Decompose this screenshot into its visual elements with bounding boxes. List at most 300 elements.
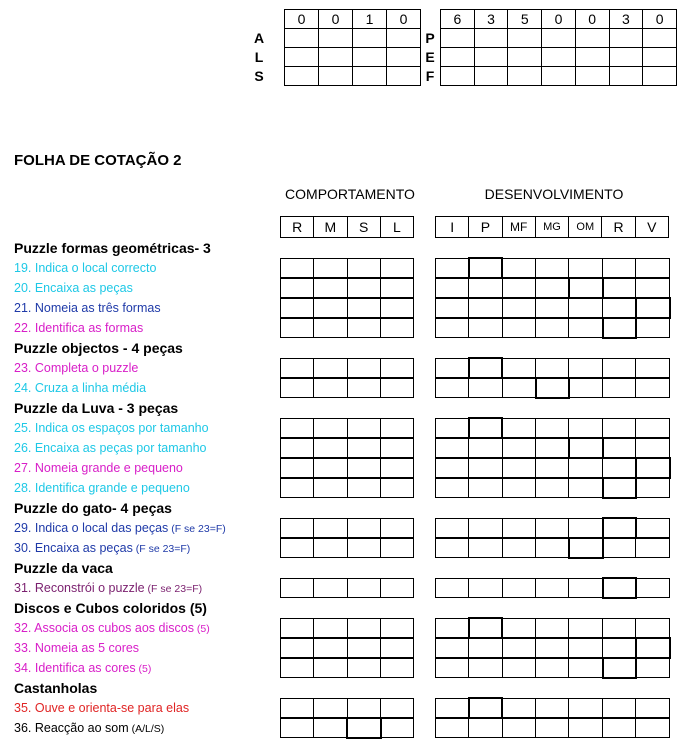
item-text: 32. Associa os cubos aos discos (14, 621, 194, 635)
comp-score-cell-l[interactable] (380, 439, 413, 458)
comp-score-cell-s[interactable] (347, 299, 380, 318)
dev-score-cell-mf[interactable] (502, 419, 535, 438)
dev-score-cell-i[interactable] (436, 459, 469, 478)
comp-score-cell-s[interactable] (347, 579, 380, 598)
dev-score-cell-v[interactable] (636, 619, 669, 638)
row-letter-p: P (425, 30, 435, 46)
comp-score-cell-s[interactable] (347, 639, 380, 658)
dev-score-cell-om[interactable] (569, 379, 602, 398)
dev-score-cell-v[interactable] (636, 579, 669, 598)
selected-mark[interactable] (635, 457, 671, 479)
comp-score-cell-l[interactable] (380, 319, 413, 338)
dev-score-cell-om[interactable] (569, 579, 602, 598)
dev-score-cell-p[interactable] (469, 319, 502, 338)
dev-score-cell-i[interactable] (436, 379, 469, 398)
dev-col-p: P (469, 217, 502, 238)
code-digit: 0 (575, 10, 609, 29)
dev-score-cell-i[interactable] (436, 619, 469, 638)
dev-score-cell-r[interactable] (602, 719, 635, 738)
comp-score-cell-s[interactable] (347, 459, 380, 478)
item-text: 22. Identifica as formas (14, 321, 144, 335)
dev-score-cell-i[interactable] (436, 639, 469, 658)
item-text: 33. Nomeia as 5 cores (14, 641, 140, 655)
comp-score-row (280, 318, 414, 338)
dev-score-cell-r[interactable] (602, 459, 635, 478)
comp-score-row (280, 358, 414, 378)
comp-score-cell-l[interactable] (380, 419, 413, 438)
item-label (14, 621, 210, 635)
comp-score-cell-r[interactable] (281, 379, 314, 398)
dev-score-cell-mf[interactable] (502, 279, 535, 298)
dev-score-cell-p[interactable] (469, 479, 502, 498)
dev-score-cell-r[interactable] (602, 299, 635, 318)
selected-mark[interactable] (468, 257, 504, 279)
item-label (14, 301, 161, 315)
comp-score-cell-r[interactable] (281, 539, 314, 558)
item-text: 31. Reconstrói o puzzle (14, 581, 145, 595)
item-label (14, 641, 139, 655)
dev-score-cell-mf[interactable] (502, 379, 535, 398)
dev-score-cell-mg[interactable] (536, 439, 569, 458)
code-digit: 0 (643, 10, 677, 29)
item-text: 28. Identifica grande e pequeno (14, 481, 190, 495)
dev-score-cell-p[interactable] (469, 279, 502, 298)
comp-score-cell-m[interactable] (314, 299, 347, 318)
dev-score-cell-r[interactable] (602, 359, 635, 378)
comp-col-s: S (347, 217, 380, 238)
comp-score-row (280, 518, 414, 538)
dev-score-row (435, 718, 670, 738)
comp-score-cell-l[interactable] (380, 719, 413, 738)
comp-score-cell-r[interactable] (281, 719, 314, 738)
dev-score-cell-v[interactable] (636, 319, 669, 338)
dev-score-cell-p[interactable] (469, 299, 502, 318)
comp-score-cell-m[interactable] (314, 319, 347, 338)
section-title: Puzzle da vaca (14, 560, 113, 576)
dev-score-cell-v[interactable] (636, 379, 669, 398)
selected-mark[interactable] (602, 317, 638, 339)
comp-score-cell-s[interactable] (347, 699, 380, 718)
dev-score-row (435, 438, 670, 458)
comp-score-cell-l[interactable] (380, 579, 413, 598)
code-digit: 1 (353, 10, 387, 29)
item-text: 25. Indica os espaços por tamanho (14, 421, 209, 435)
comp-score-cell-r[interactable] (281, 519, 314, 538)
dev-col-i: I (436, 217, 469, 238)
dev-score-cell-p[interactable] (469, 719, 502, 738)
comp-score-cell-l[interactable] (380, 519, 413, 538)
item-text: 34. Identifica as cores (14, 661, 136, 675)
comp-score-cell-m[interactable] (314, 539, 347, 558)
dev-score-cell-p[interactable] (469, 539, 502, 558)
dev-score-cell-mg[interactable] (536, 259, 569, 278)
dev-score-cell-mf[interactable] (502, 619, 535, 638)
comp-score-row (280, 698, 414, 718)
item-note: (F se 23=F) (132, 543, 191, 555)
comp-score-cell-m[interactable] (314, 439, 347, 458)
dev-score-cell-r[interactable] (602, 619, 635, 638)
code-grid-left (284, 9, 421, 86)
item-text: 30. Encaixa as peças (14, 541, 133, 555)
comp-score-cell-r[interactable] (281, 579, 314, 598)
comp-score-cell-s[interactable] (347, 359, 380, 378)
comp-score-cell-s[interactable] (347, 379, 380, 398)
dev-score-cell-v[interactable] (636, 519, 669, 538)
comp-col-l: L (380, 217, 413, 238)
comp-score-cell-r[interactable] (281, 419, 314, 438)
selected-mark[interactable] (635, 297, 671, 319)
item-note: (5) (135, 663, 152, 675)
dev-col-v: V (635, 217, 668, 238)
dev-score-cell-mf[interactable] (502, 439, 535, 458)
code-digit: 6 (441, 10, 475, 29)
dev-score-cell-mg[interactable] (536, 519, 569, 538)
item-label (14, 521, 226, 535)
dev-score-cell-mf[interactable] (502, 459, 535, 478)
comp-score-cell-r[interactable] (281, 619, 314, 638)
item-text: 27. Nomeia grande e pequeno (14, 461, 183, 475)
item-note: (F se 23=F) (168, 523, 226, 535)
comp-score-cell-r[interactable] (281, 319, 314, 338)
code-digit: 0 (542, 10, 576, 29)
item-text: 19. Indica o local correcto (14, 261, 157, 275)
dev-score-cell-i[interactable] (436, 659, 469, 678)
dev-score-cell-mf[interactable] (502, 579, 535, 598)
item-label (14, 661, 151, 675)
item-label (14, 361, 138, 375)
dev-score-cell-om[interactable] (569, 459, 602, 478)
dev-score-cell-r[interactable] (602, 639, 635, 658)
dev-score-cell-om[interactable] (569, 299, 602, 318)
comp-col-m: M (314, 217, 347, 238)
item-text: 26. Encaixa as peças por tamanho (14, 441, 207, 455)
item-text: 35. Ouve e orienta-se para elas (14, 701, 190, 715)
dev-score-cell-mg[interactable] (536, 639, 569, 658)
selected-mark[interactable] (468, 417, 504, 439)
dev-score-cell-r[interactable] (602, 439, 635, 458)
dev-score-cell-p[interactable] (469, 379, 502, 398)
dev-column-headers (435, 216, 669, 238)
item-label (14, 261, 156, 275)
dev-score-cell-p[interactable] (469, 519, 502, 538)
dev-score-cell-om[interactable] (569, 699, 602, 718)
dev-col-r: R (602, 217, 635, 238)
dev-score-cell-i[interactable] (436, 719, 469, 738)
code-digit: 0 (285, 10, 319, 29)
dev-score-cell-om[interactable] (569, 259, 602, 278)
dev-score-cell-v[interactable] (636, 719, 669, 738)
dev-score-cell-v[interactable] (636, 279, 669, 298)
comp-score-cell-l[interactable] (380, 259, 413, 278)
comp-score-cell-m[interactable] (314, 379, 347, 398)
item-label (14, 441, 206, 455)
section-title: Castanholas (14, 680, 98, 696)
dev-score-cell-i[interactable] (436, 519, 469, 538)
dev-score-cell-v[interactable] (636, 659, 669, 678)
comp-score-cell-l[interactable] (380, 659, 413, 678)
dev-score-cell-om[interactable] (569, 319, 602, 338)
comp-score-cell-m[interactable] (314, 699, 347, 718)
dev-score-cell-mg[interactable] (536, 299, 569, 318)
selected-mark[interactable] (568, 537, 604, 559)
comp-score-cell-r[interactable] (281, 459, 314, 478)
comp-score-cell-m[interactable] (314, 619, 347, 638)
comp-score-cell-m[interactable] (314, 479, 347, 498)
dev-score-cell-i[interactable] (436, 319, 469, 338)
section-title: Puzzle da Luva - 3 peças (14, 400, 179, 416)
comp-score-cell-r[interactable] (281, 359, 314, 378)
dev-score-cell-i[interactable] (436, 579, 469, 598)
item-note: (5) (193, 623, 210, 635)
selected-mark[interactable] (468, 697, 504, 719)
dev-score-cell-mf[interactable] (502, 299, 535, 318)
dev-score-cell-mf[interactable] (502, 359, 535, 378)
comp-score-row (280, 638, 414, 658)
dev-score-cell-om[interactable] (569, 419, 602, 438)
comp-score-row (280, 378, 414, 398)
dev-score-cell-i[interactable] (436, 299, 469, 318)
comp-column-headers (280, 216, 414, 238)
dev-score-cell-i[interactable] (436, 359, 469, 378)
dev-score-cell-r[interactable] (602, 279, 635, 298)
dev-score-cell-mg[interactable] (536, 459, 569, 478)
item-text: 23. Completa o puzzle (14, 361, 139, 375)
dev-score-cell-om[interactable] (569, 719, 602, 738)
dev-score-cell-mg[interactable] (536, 539, 569, 558)
dev-score-cell-mg[interactable] (536, 479, 569, 498)
dev-score-cell-mg[interactable] (536, 719, 569, 738)
code-digit: 0 (387, 10, 421, 29)
header-desenvolvimento: DESENVOLVIMENTO (484, 186, 624, 202)
dev-score-cell-p[interactable] (469, 439, 502, 458)
code-digit: 3 (609, 10, 643, 29)
dev-score-cell-r[interactable] (602, 259, 635, 278)
comp-score-cell-r[interactable] (281, 699, 314, 718)
item-label (14, 541, 190, 555)
dev-col-om: OM (569, 217, 602, 238)
dev-score-cell-om[interactable] (569, 519, 602, 538)
dev-score-cell-mf[interactable] (502, 659, 535, 678)
dev-score-cell-mg[interactable] (536, 319, 569, 338)
item-label (14, 701, 189, 715)
comp-score-cell-r[interactable] (281, 639, 314, 658)
comp-score-row (280, 458, 414, 478)
selected-mark[interactable] (602, 477, 638, 499)
item-text: 36. Reacção ao som (14, 721, 129, 735)
comp-score-cell-s[interactable] (347, 619, 380, 638)
comp-score-cell-s[interactable] (347, 519, 380, 538)
comp-score-cell-r[interactable] (281, 659, 314, 678)
comp-score-row (280, 578, 414, 598)
dev-score-cell-mf[interactable] (502, 519, 535, 538)
page-title: FOLHA DE COTAÇÃO 2 (14, 152, 182, 169)
item-label (14, 581, 202, 595)
dev-score-cell-v[interactable] (636, 539, 669, 558)
item-text: 21. Nomeia as três formas (14, 301, 161, 315)
dev-score-cell-om[interactable] (569, 659, 602, 678)
comp-score-cell-m[interactable] (314, 279, 347, 298)
comp-score-cell-l[interactable] (380, 459, 413, 478)
dev-score-cell-mg[interactable] (536, 279, 569, 298)
section-title: Puzzle formas geométricas- 3 (14, 240, 211, 256)
row-letter-l: L (254, 49, 264, 65)
comp-score-row (280, 478, 414, 498)
comp-score-cell-s[interactable] (347, 479, 380, 498)
selected-mark[interactable] (568, 277, 604, 299)
comp-score-cell-s[interactable] (347, 659, 380, 678)
comp-score-cell-r[interactable] (281, 279, 314, 298)
comp-score-cell-l[interactable] (380, 379, 413, 398)
code-digit: 3 (474, 10, 508, 29)
comp-score-cell-m[interactable] (314, 459, 347, 478)
comp-score-cell-s[interactable] (347, 279, 380, 298)
dev-col-mg: MG (535, 217, 568, 238)
item-label (14, 481, 190, 495)
selected-mark[interactable] (602, 577, 638, 599)
dev-score-cell-om[interactable] (569, 619, 602, 638)
dev-score-cell-r[interactable] (602, 419, 635, 438)
item-text: 29. Indica o local das peças (14, 521, 169, 535)
selected-mark[interactable] (602, 657, 638, 679)
comp-score-cell-r[interactable] (281, 439, 314, 458)
comp-score-cell-s[interactable] (347, 419, 380, 438)
dev-score-cell-v[interactable] (636, 259, 669, 278)
comp-score-row (280, 278, 414, 298)
selected-mark[interactable] (602, 517, 638, 539)
dev-score-cell-mg[interactable] (536, 419, 569, 438)
dev-score-cell-v[interactable] (636, 419, 669, 438)
comp-score-cell-r[interactable] (281, 299, 314, 318)
dev-score-cell-i[interactable] (436, 479, 469, 498)
comp-score-row (280, 658, 414, 678)
dev-score-cell-mf[interactable] (502, 319, 535, 338)
comp-score-cell-m[interactable] (314, 359, 347, 378)
row-letter-s: S (254, 68, 264, 84)
dev-score-cell-mf[interactable] (502, 639, 535, 658)
comp-score-cell-s[interactable] (347, 439, 380, 458)
dev-score-cell-mf[interactable] (502, 539, 535, 558)
dev-score-cell-mf[interactable] (502, 479, 535, 498)
comp-score-cell-m[interactable] (314, 639, 347, 658)
selected-mark[interactable] (346, 717, 382, 739)
dev-score-cell-v[interactable] (636, 699, 669, 718)
comp-score-cell-m[interactable] (314, 419, 347, 438)
comp-score-row (280, 298, 414, 318)
comp-score-row (280, 438, 414, 458)
comp-score-cell-s[interactable] (347, 539, 380, 558)
row-letter-a: A (253, 30, 265, 46)
selected-mark[interactable] (635, 637, 671, 659)
dev-score-cell-mg[interactable] (536, 619, 569, 638)
section-title: Discos e Cubos coloridos (5) (14, 600, 207, 616)
comp-score-cell-m[interactable] (314, 719, 347, 738)
comp-score-cell-l[interactable] (380, 299, 413, 318)
dev-score-cell-mf[interactable] (502, 699, 535, 718)
dev-score-cell-mg[interactable] (536, 659, 569, 678)
dev-score-cell-mg[interactable] (536, 699, 569, 718)
comp-score-cell-r[interactable] (281, 479, 314, 498)
dev-score-row (435, 278, 670, 298)
dev-score-cell-v[interactable] (636, 359, 669, 378)
dev-score-cell-mf[interactable] (502, 719, 535, 738)
item-label (14, 381, 146, 395)
item-label (14, 321, 143, 335)
comp-score-cell-l[interactable] (380, 639, 413, 658)
selected-mark[interactable] (568, 437, 604, 459)
dev-score-cell-r[interactable] (602, 379, 635, 398)
comp-score-cell-m[interactable] (314, 659, 347, 678)
selected-mark[interactable] (535, 377, 571, 399)
dev-score-cell-v[interactable] (636, 479, 669, 498)
comp-score-row (280, 258, 414, 278)
dev-score-cell-r[interactable] (602, 699, 635, 718)
dev-score-cell-mf[interactable] (502, 259, 535, 278)
comp-score-row (280, 418, 414, 438)
section-title: Puzzle do gato- 4 peças (14, 500, 172, 516)
dev-score-cell-p[interactable] (469, 639, 502, 658)
comp-score-cell-s[interactable] (347, 259, 380, 278)
item-note: (F se 23=F) (144, 583, 203, 595)
dev-score-cell-i[interactable] (436, 439, 469, 458)
comp-score-cell-l[interactable] (380, 279, 413, 298)
comp-col-r: R (281, 217, 314, 238)
dev-score-cell-mg[interactable] (536, 579, 569, 598)
dev-score-cell-i[interactable] (436, 259, 469, 278)
dev-score-cell-i[interactable] (436, 419, 469, 438)
dev-score-cell-mg[interactable] (536, 359, 569, 378)
comp-score-cell-m[interactable] (314, 519, 347, 538)
dev-score-cell-p[interactable] (469, 579, 502, 598)
code-digit: 0 (319, 10, 353, 29)
dev-score-cell-om[interactable] (569, 639, 602, 658)
dev-score-cell-r[interactable] (602, 539, 635, 558)
dev-score-cell-v[interactable] (636, 439, 669, 458)
comp-score-cell-m[interactable] (314, 259, 347, 278)
item-label (14, 461, 183, 475)
row-letter-f: F (425, 68, 435, 84)
dev-score-cell-om[interactable] (569, 359, 602, 378)
dev-score-cell-i[interactable] (436, 699, 469, 718)
comp-score-cell-l[interactable] (380, 619, 413, 638)
row-letter-e: E (425, 49, 435, 65)
selected-mark[interactable] (468, 357, 504, 379)
selected-mark[interactable] (468, 617, 504, 639)
code-grid-right (440, 9, 677, 86)
section-title: Puzzle objectos - 4 peças (14, 340, 183, 356)
item-label (14, 421, 209, 435)
comp-score-cell-l[interactable] (380, 359, 413, 378)
comp-score-row (280, 538, 414, 558)
comp-score-cell-l[interactable] (380, 479, 413, 498)
dev-score-cell-i[interactable] (436, 539, 469, 558)
dev-score-cell-om[interactable] (569, 479, 602, 498)
dev-score-cell-i[interactable] (436, 279, 469, 298)
item-text: 20. Encaixa as peças (14, 281, 133, 295)
code-digit: 5 (508, 10, 542, 29)
comp-score-cell-s[interactable] (347, 319, 380, 338)
comp-score-cell-l[interactable] (380, 539, 413, 558)
item-text: 24. Cruza a linha média (14, 381, 147, 395)
comp-score-row (280, 618, 414, 638)
dev-col-mf: MF (502, 217, 535, 238)
item-label (14, 721, 164, 735)
comp-score-cell-r[interactable] (281, 259, 314, 278)
comp-score-cell-l[interactable] (380, 699, 413, 718)
dev-score-cell-p[interactable] (469, 659, 502, 678)
dev-score-cell-p[interactable] (469, 459, 502, 478)
dev-score-row (435, 538, 670, 558)
comp-score-cell-m[interactable] (314, 579, 347, 598)
